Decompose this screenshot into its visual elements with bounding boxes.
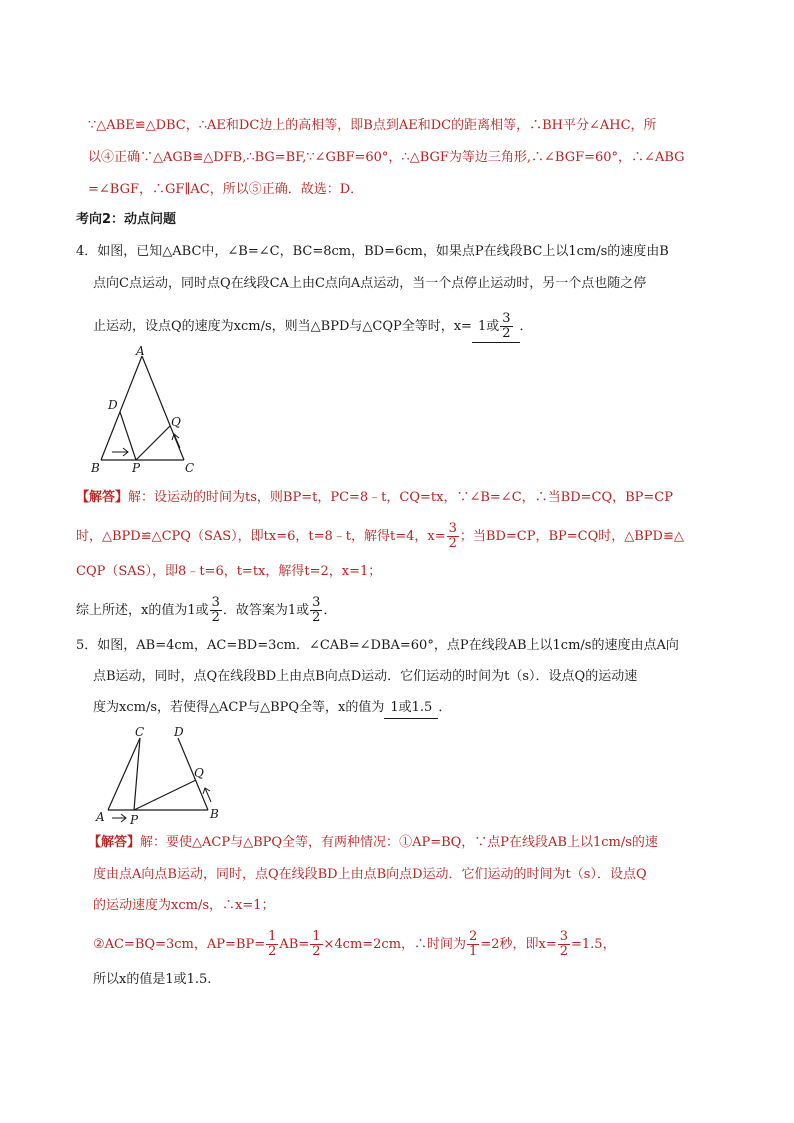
q4-sol-text-2a: 时，△BPD≌△CPQ（SAS），即tx=6，t=8﹣t，解得t=4，x= xyxy=(76,529,446,544)
q4-segment-dp xyxy=(120,412,136,460)
section-title: 考向2：动点问题 xyxy=(76,212,177,227)
q4-sol-text-2b: ；当BD=CP，BP=CQ时，△BPD≌△ xyxy=(459,529,684,544)
fraction-denominator: 2 xyxy=(312,610,321,625)
q4-label-p: P xyxy=(132,461,141,475)
q4-stem-text: 止运动，设点Q的速度为xcm/s，则当△BPD与△CQP全等时，x= xyxy=(93,319,472,334)
q4-label-d: D xyxy=(108,398,118,412)
q5-label-a: A xyxy=(96,810,105,824)
q5-line-3 xyxy=(93,698,451,718)
q4-label-c: C xyxy=(185,461,195,475)
q5-sol-text-4c: ×4cm=2cm，∴时间为 xyxy=(323,937,467,952)
q4-answer-text: 1或 xyxy=(477,319,500,334)
fraction-denominator: 2 xyxy=(559,944,568,959)
fraction-numerator: 3 xyxy=(211,595,220,610)
q5-sol-text-4d: =2秒，即x= xyxy=(480,937,557,952)
q5-solution-line-4 xyxy=(93,930,616,960)
q5-sol-fraction-2 xyxy=(310,930,322,959)
q4-solution-tag: 【解答】 xyxy=(76,490,129,505)
fraction-denominator: 2 xyxy=(268,944,277,959)
q4-triangle-figure xyxy=(88,346,208,476)
q4-solution-line-1 xyxy=(76,488,673,508)
q5-line-1: 5．如图，AB=4cm，AC=BD=3cm．∠CAB=∠DBA=60°，点P在线段AB上以1cm/s的速度由点A向 xyxy=(76,638,679,653)
fraction-denominator: 2 xyxy=(448,536,457,551)
fraction-numerator: 3 xyxy=(559,929,568,944)
q4-segment-pq xyxy=(136,426,170,460)
q4-line-3 xyxy=(93,312,533,342)
q5-sol-fraction-4 xyxy=(558,930,570,959)
q4-solution-line-3: CQP（SAS），即8﹣t=6，t=tx，解得t=2，x=1； xyxy=(76,564,382,579)
q5-solution-line-3: 的运动速度为xcm/s，∴x=1； xyxy=(93,898,275,913)
prev-solution-line-2: 以④正确∵△AGB≌△DFB,∴BG=BF,∵∠GBF=60°，∴△BGF为等边三角形,∴∠BGF=60°，∴∠ABG xyxy=(88,150,685,165)
q4-label-q: Q xyxy=(171,415,181,429)
q5-sol-text-4b: AB= xyxy=(279,937,310,952)
prev-solution-line-3: =∠BGF，∴GF∥AC，所以⑤正确．故选：D． xyxy=(88,182,364,197)
q5-stem-end: ． xyxy=(438,700,452,715)
fraction-numerator: 2 xyxy=(469,929,478,944)
fraction-numerator: 1 xyxy=(312,929,321,944)
fraction-denominator: 1 xyxy=(469,944,478,959)
q4-sol-text-4c: ． xyxy=(323,603,337,618)
q4-answer-fraction xyxy=(500,312,512,341)
fraction-denominator: 2 xyxy=(312,944,321,959)
q5-segment-pq xyxy=(134,780,196,810)
fraction-denominator: 2 xyxy=(211,610,220,625)
q5-label-c: C xyxy=(135,725,145,739)
q4-sol-text-4b: ．故答案为1或 xyxy=(222,603,310,618)
q5-figure xyxy=(90,724,230,828)
q5-answer-blank xyxy=(384,698,438,719)
q4-sol-text-1: 解：设运动的时间为ts，则BP=t，PC=8﹣t，CQ=tx，∵∠B=∠C，∴当BD=CQ，BP=CP xyxy=(128,490,674,505)
q5-label-q: Q xyxy=(194,766,204,780)
fraction-numerator: 3 xyxy=(312,595,321,610)
q4-answer-blank xyxy=(472,312,520,343)
fraction-numerator: 3 xyxy=(502,311,511,326)
q5-sol-text-4a: ②AC=BQ=3cm，AP=BP= xyxy=(93,937,266,952)
q5-solution-line-5: 所以x的值是1或1.5. xyxy=(93,972,212,987)
q5-label-d: D xyxy=(174,725,184,739)
q5-label-b: B xyxy=(210,807,219,821)
q5-sol-text-1a: 解：要使△ACP与△BPQ全等，有两种情况： xyxy=(140,835,400,850)
q5-answer-text: 1或1.5 xyxy=(390,700,433,715)
q4-solution-line-2 xyxy=(76,522,684,552)
q5-stem-text: 度为xcm/s，若使得△ACP与△BPQ全等，x的值为 xyxy=(93,700,385,715)
prev-solution-line-1: ∵△ABE≌△DBC，∴AE和DC边上的高相等，即B点到AE和DC的距离相等，∴BH平分∠AHC，所 xyxy=(88,118,657,133)
q5-sol-fraction-3 xyxy=(467,930,479,959)
q5-solution-tag: 【解答】 xyxy=(88,835,141,850)
q5-sol-text-4e: =1.5， xyxy=(571,937,616,952)
q5-solution-line-2: 度由点A向点B运动，同时，点Q在线段BD上由点B向点D运动．它们运动的时间为t（s）．设点Q xyxy=(93,867,647,882)
q5-arrow-ab-icon xyxy=(112,814,126,822)
fraction-numerator: 1 xyxy=(268,929,277,944)
q4-stem-end: ． xyxy=(519,319,533,334)
fraction-numerator: 3 xyxy=(448,521,457,536)
q5-sol-text-1b: ①AP=BQ，∵点P在线段AB上以1cm/s的速 xyxy=(399,835,658,850)
q4-line-2: 点向C点运动，同时点Q在线段CA上由C点向A点运动，当一个点停止运动时，另一个点也随之停 xyxy=(93,276,647,291)
q4-solution-line-4 xyxy=(76,596,336,626)
q5-line-2: 点B运动，同时，点Q在线段BD上由点B向点D运动．它们运动的时间为t（s）．设点Q的运动速 xyxy=(93,669,638,684)
q4-arrow-bc-icon xyxy=(112,448,128,456)
q4-label-a: A xyxy=(136,346,145,358)
q4-sol-fraction-2 xyxy=(210,596,222,625)
q4-sol-text-4a: 综上所述，x的值为1或 xyxy=(76,603,209,618)
q5-solution-line-1 xyxy=(88,833,658,853)
q4-sol-fraction-3 xyxy=(310,596,322,625)
q5-label-p: P xyxy=(130,813,139,827)
q4-label-b: B xyxy=(91,461,100,475)
q4-sol-fraction-1 xyxy=(447,522,459,551)
q5-sol-fraction-1 xyxy=(266,930,278,959)
q4-line-1: 4．如图，已知△ABC中，∠B=∠C，BC=8cm，BD=6cm，如果点P在线段BC上以1cm/s的速度由B xyxy=(76,244,669,259)
fraction-denominator: 2 xyxy=(502,326,511,341)
q4-side-ac xyxy=(142,356,184,460)
